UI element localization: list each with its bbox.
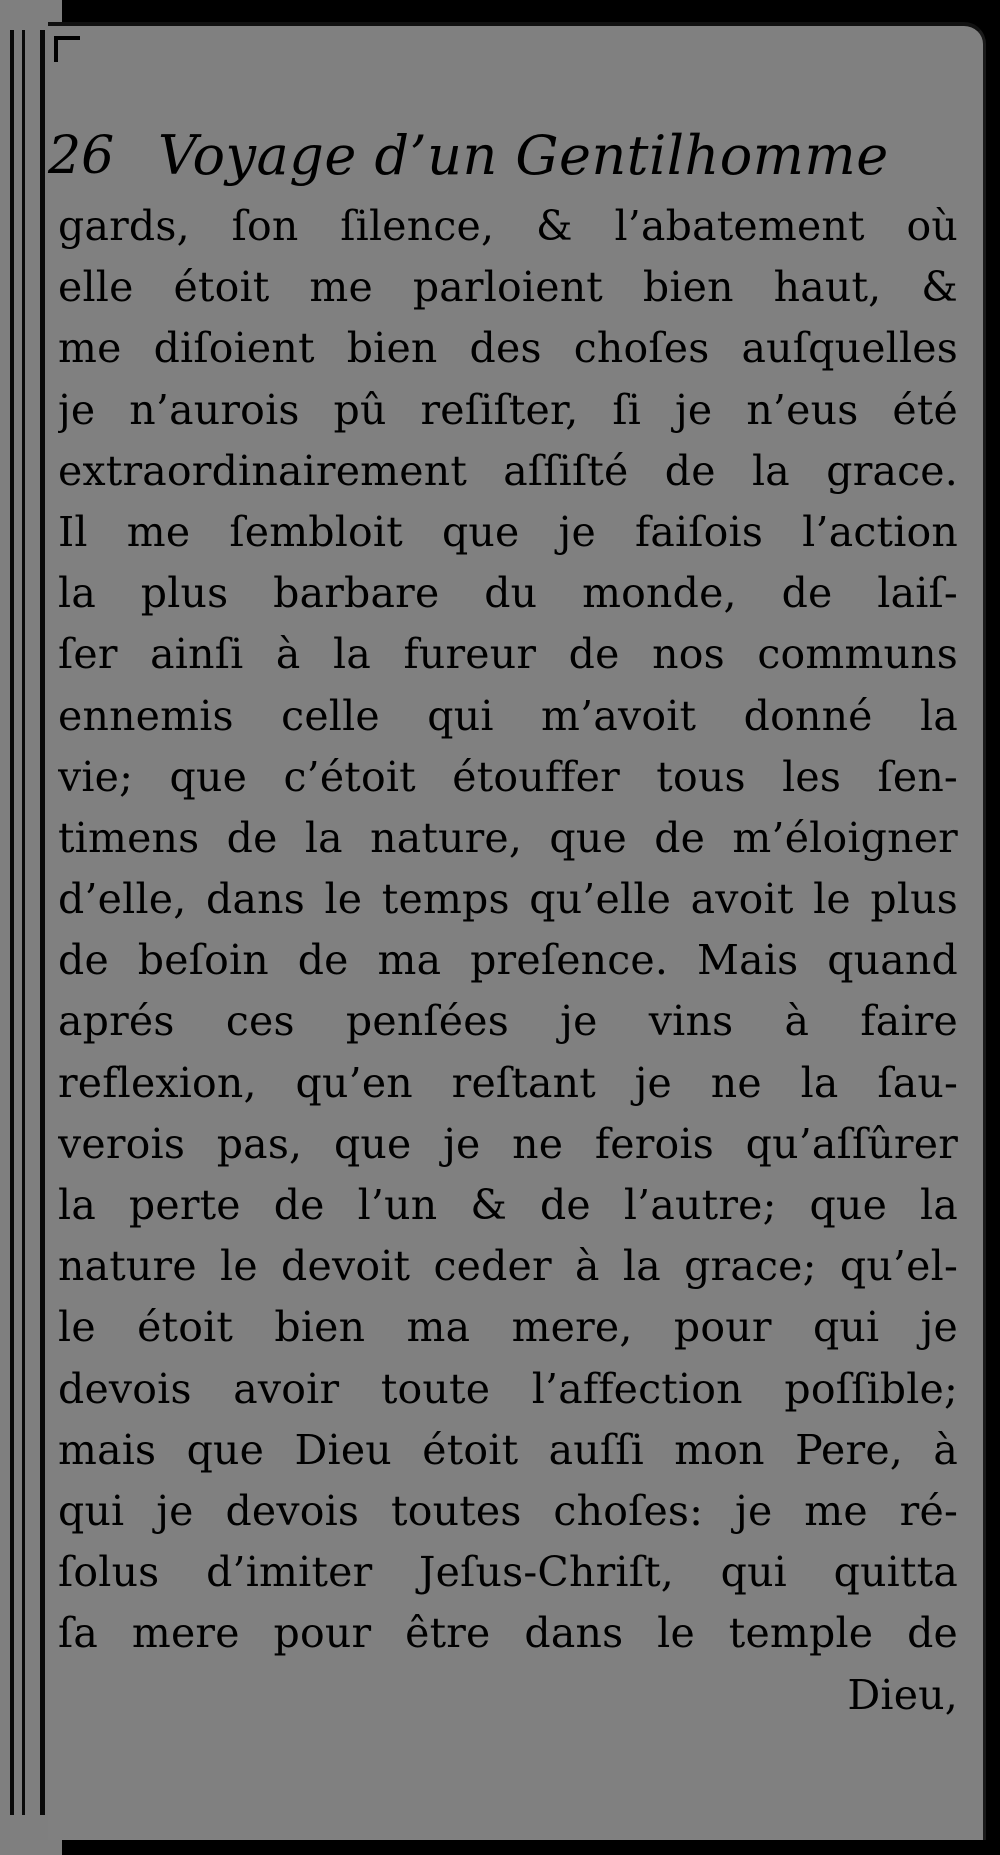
text-line: qui je devois toutes choſes: je me ré- <box>58 1486 958 1535</box>
text-line: devois avoir toute l’affection poſſible; <box>58 1364 958 1413</box>
text-line: la plus barbare du monde, de laiſ- <box>58 569 958 618</box>
text-line: timens de la nature, que de m’éloigner <box>58 813 958 862</box>
text-line: me diſoient bien des choſes auſquelles <box>58 324 958 373</box>
text-line: verois pas, que je ne ferois qu’aſſûrer <box>58 1119 958 1168</box>
catchword: Dieu, <box>847 1670 958 1719</box>
text-line: d’elle, dans le temps qu’elle avoit le plus <box>58 875 958 924</box>
text-line: ſolus d’imiter Jeſus-Chriſt, qui quitta <box>58 1548 958 1597</box>
text-line: vie; que c’étoit étouffer tous les ſen- <box>58 752 958 801</box>
text-line: ſa mere pour être dans le temple de <box>58 1609 958 1658</box>
text-line: extraordinairement aſſiſté de la grace. <box>58 446 958 495</box>
text-line: elle étoit me parloient bien haut, & <box>58 263 958 312</box>
text-line: ennemis celle qui m’avoit donné la <box>58 691 958 740</box>
text-line: reflexion, qu’en reſtant je ne la ſau- <box>58 1058 958 1107</box>
text-line: le étoit bien ma mere, pour qui je <box>58 1303 958 1352</box>
text-line: aprés ces penſées je vins à faire <box>58 997 958 1046</box>
text-line: nature le devoit ceder à la grace; qu’el- <box>58 1242 958 1291</box>
binding-rule <box>22 30 25 1815</box>
body-text <box>58 196 958 1726</box>
text-line: Il me ſembloit que je faiſois l’action <box>58 507 958 556</box>
book-page <box>48 22 986 1840</box>
text-line: je n’aurois pû reſiſter, ſi je n’eus été <box>58 385 958 434</box>
text-line: la perte de l’un & de l’autre; que la <box>58 1181 958 1229</box>
binding-rule <box>40 30 45 1815</box>
running-head <box>48 121 986 191</box>
text-line: mais que Dieu étoit auſſi mon Pere, à <box>58 1425 958 1474</box>
running-title: Voyage d’un Gentilhomme <box>158 124 889 187</box>
text-line: gards, ſon ſilence, & l’abatement où <box>58 202 958 250</box>
binding-rule <box>10 30 14 1815</box>
text-line: ſer ainſi à la fureur de nos communs <box>58 630 958 679</box>
page-number: 26 <box>48 126 115 186</box>
page-corner-mark <box>54 36 80 62</box>
text-line: de beſoin de ma preſence. Mais quand <box>58 936 958 985</box>
